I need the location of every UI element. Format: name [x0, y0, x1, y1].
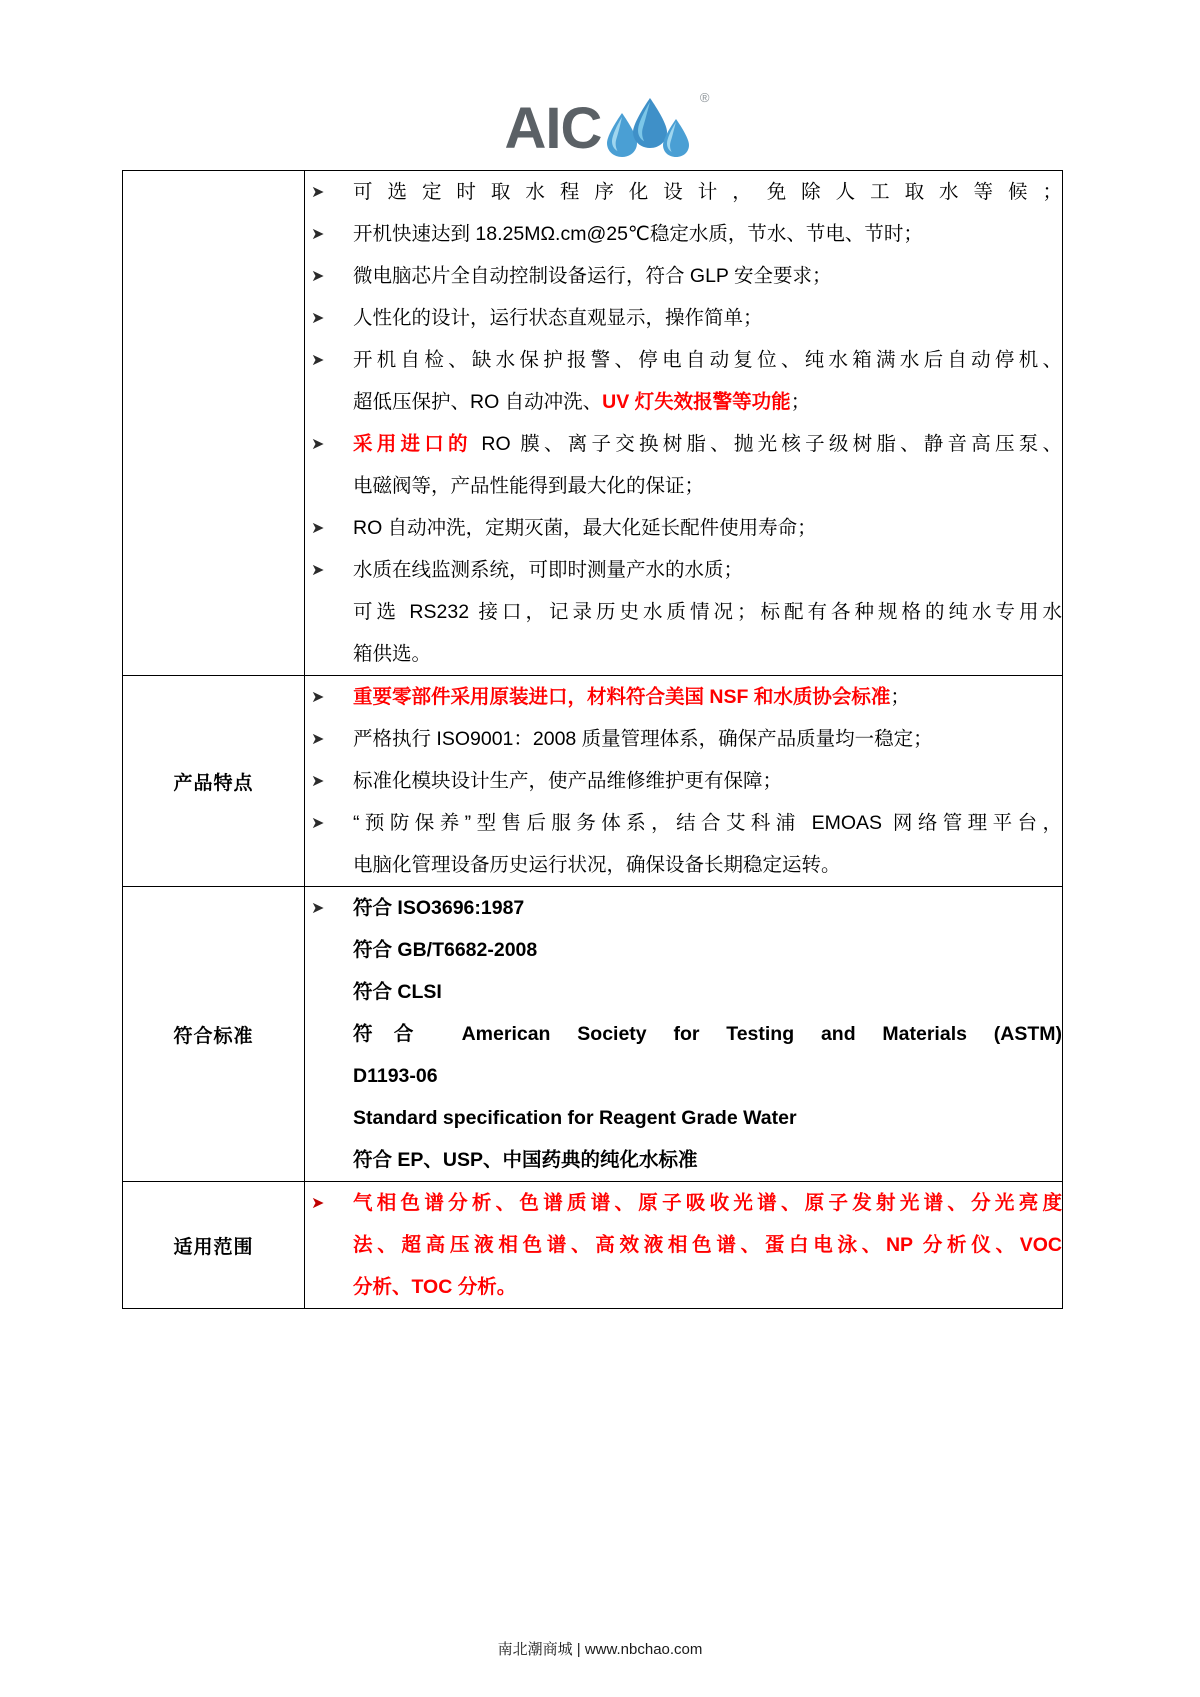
standard-text: 符合 ISO3696:1987 [353, 897, 525, 919]
highlight-text: 重要零部件采用原装进口，材料符合美国 NSF 和水质协会标准 [353, 686, 891, 708]
list-item [305, 971, 1062, 1013]
chevron-right-icon: ➤ [311, 1193, 325, 1212]
list-item [305, 297, 1062, 339]
feature-list-1 [305, 676, 1062, 886]
chevron-right-icon: ➤ [311, 687, 325, 706]
footer-url[interactable]: www.nbchao.com [584, 1641, 703, 1658]
application-text: 分析、TOC 分析。 [353, 1276, 517, 1298]
row-label-applications: 适用范围 [123, 1182, 305, 1309]
list-item-text: 开机自检、缺水保护报警、停电自动复位、纯水箱满水后自动停机、 [353, 349, 1062, 371]
list-item-text-tail: ； [890, 686, 910, 708]
standard-text: Standard specification for Reagent Grade Water [353, 1107, 797, 1129]
chevron-right-icon: ➤ [311, 350, 325, 369]
list-item-continuation [305, 1224, 1062, 1266]
table-row [123, 676, 1063, 887]
droplet-icon-3 [661, 118, 691, 158]
list-item-text: 可选 RS232 接口，记录历史水质情况；标配有各种规格的纯水专用水 [353, 601, 1062, 623]
chevron-right-icon: ➤ [311, 182, 325, 201]
list-item [305, 718, 1062, 760]
list-item [305, 339, 1062, 381]
table-row [123, 171, 1063, 676]
highlight-text: UV 灯失效报警等功能 [602, 391, 791, 413]
page-footer [0, 1638, 1200, 1659]
list-item-text: 开机快速达到 18.25MΩ.cm@25℃稳定水质，节水、节电、节时； [353, 223, 923, 245]
list-item-text: “预防保养”型售后服务体系，结合艾科浦 EMOAS 网络管理平台， [353, 812, 1062, 834]
standard-text: 符合 EP、USP、中国药典的纯化水标准 [353, 1149, 698, 1171]
list-item [305, 676, 1062, 718]
list-item [305, 255, 1062, 297]
chevron-right-icon: ➤ [311, 729, 325, 748]
applications-list [305, 1182, 1062, 1308]
list-item-text: RO 自动冲洗，定期灭菌，最大化延长配件使用寿命； [353, 517, 817, 539]
chevron-right-icon: ➤ [311, 434, 325, 453]
footer-site-name: 南北潮商城 [497, 1641, 573, 1658]
list-item-continuation [305, 591, 1062, 633]
standard-text: 符合 GB/T6682-2008 [353, 939, 538, 961]
application-text: 气相色谱分析、色谱质谱、原子吸收光谱、原子发射光谱、分光亮度 [353, 1192, 1062, 1214]
list-item [305, 1055, 1062, 1097]
list-item-text: 标准化模块设计生产，使产品维修维护更有保障； [353, 770, 783, 792]
list-item [305, 1013, 1062, 1055]
row-body-cell-0 [305, 171, 1063, 676]
row-body-cell-1 [305, 676, 1063, 887]
specification-table [122, 170, 1063, 1309]
standard-text: 符合 CLSI [353, 981, 442, 1003]
list-item [305, 1139, 1062, 1181]
row-body-cell-2 [305, 887, 1063, 1182]
list-item-text-tail: ； [790, 391, 811, 413]
water-droplets-icon [605, 90, 710, 158]
row-label-product-features: 产品特点 [123, 676, 305, 887]
chevron-right-icon: ➤ [311, 266, 325, 285]
registered-trademark-icon: ® [699, 90, 710, 105]
list-item [305, 423, 1062, 465]
table-body [123, 171, 1063, 1309]
list-item-text: 超低压保护、RO 自动冲洗、 [353, 391, 603, 413]
chevron-right-icon: ➤ [311, 308, 325, 327]
standards-list [305, 887, 1062, 1181]
highlight-text: 采用进口的 [353, 433, 472, 455]
row-body-cell-3 [305, 1182, 1063, 1309]
list-item-text: 电脑化管理设备历史运行状况，确保设备长期稳定运转。 [353, 854, 841, 876]
list-item [305, 1097, 1062, 1139]
list-item-text: 严格执行 ISO9001：2008 质量管理体系，确保产品质量均一稳定； [353, 728, 933, 750]
application-text: 法、超高压液相色谱、高效液相色谱、蛋白电泳、NP 分析仪、VOC [353, 1234, 1062, 1256]
chevron-right-icon: ➤ [311, 518, 325, 537]
standard-text: 符合 American Society for Testing and Materials (ASTM) [353, 1023, 1062, 1045]
list-item [305, 929, 1062, 971]
chevron-right-icon: ➤ [311, 898, 325, 917]
list-item-text: 箱供选。 [353, 643, 432, 665]
table-row [123, 1182, 1063, 1309]
list-item-text: 水质在线监测系统，可即时测量产水的水质； [353, 559, 744, 581]
list-item [305, 213, 1062, 255]
list-item-text: RO 膜、离子交换树脂、抛光核子级树脂、静音高压泵、 [471, 433, 1062, 455]
list-item-text: 人性化的设计，运行状态直观显示，操作简单； [353, 307, 763, 329]
list-item-text: 微电脑芯片全自动控制设备运行，符合 GLP 安全要求； [353, 265, 832, 287]
list-item [305, 549, 1062, 591]
list-item [305, 760, 1062, 802]
company-logo [0, 86, 1200, 162]
feature-list-0 [305, 171, 1062, 675]
row-label-standards: 符合标准 [123, 887, 305, 1182]
chevron-right-icon: ➤ [311, 771, 325, 790]
list-item-text: 可选定时取水程序化设计，免除人工取水等候； [353, 181, 1062, 203]
footer-separator: | [576, 1641, 581, 1658]
list-item [305, 507, 1062, 549]
list-item-continuation [305, 381, 1062, 423]
table-row [123, 887, 1063, 1182]
list-item [305, 887, 1062, 929]
list-item-continuation [305, 844, 1062, 886]
list-item-continuation [305, 633, 1062, 675]
chevron-right-icon: ➤ [311, 224, 325, 243]
chevron-right-icon: ➤ [311, 560, 325, 579]
list-item-text: 电磁阀等，产品性能得到最大化的保证； [353, 475, 705, 497]
list-item [305, 802, 1062, 844]
list-item [305, 171, 1062, 213]
chevron-right-icon: ➤ [311, 813, 325, 832]
list-item-continuation [305, 1266, 1062, 1308]
standard-text: D1193-06 [353, 1065, 438, 1087]
logo-text: AIC [504, 96, 602, 162]
list-item-continuation [305, 465, 1062, 507]
row-label-cell-0 [123, 171, 305, 676]
list-item [305, 1182, 1062, 1224]
